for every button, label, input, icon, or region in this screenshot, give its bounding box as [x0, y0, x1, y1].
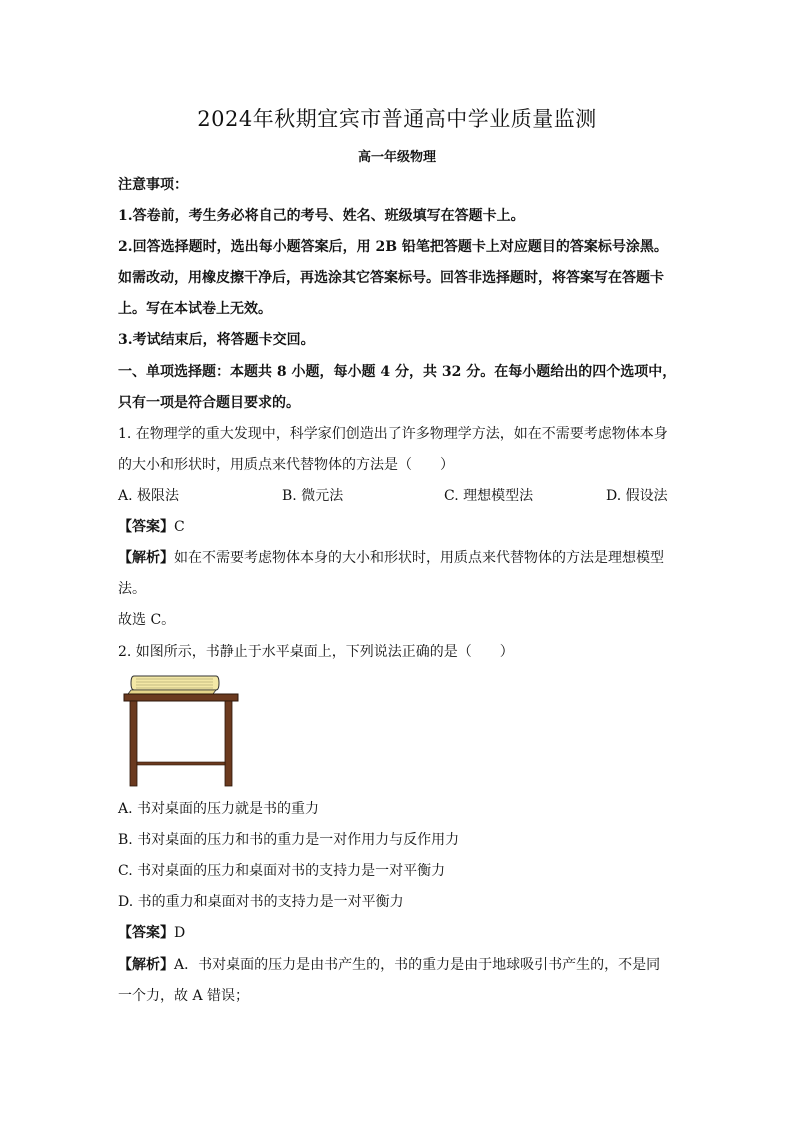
q1-stem-line-1: 1. 在物理学的重大发现中，科学家们创造出了许多物理学方法，如在不需要考虑物体本身: [118, 426, 668, 442]
q1-analysis-line-1: [118, 548, 678, 568]
page-subtitle: 高一年级物理: [357, 150, 436, 165]
q1-analysis-line-2: 法。: [118, 581, 146, 597]
answer-tag: 【答案】: [118, 925, 174, 941]
answer-value: C: [174, 519, 185, 535]
q2-option-d: D. 书的重力和桌面对书的支持力是一对平衡力: [118, 894, 404, 910]
answer-tag: 【答案】: [118, 519, 174, 535]
notice-item-1: 1.答卷前，考生务必将自己的考号、姓名、班级填写在答题卡上。: [118, 208, 525, 224]
q2-stem: 2. 如图所示，书静止于水平桌面上，下列说法正确的是（ ）: [118, 644, 514, 660]
q1-option-c: C. 理想模型法: [444, 488, 534, 504]
q2-option-b: B. 书对桌面的压力和书的重力是一对作用力与反作用力: [118, 832, 460, 848]
analysis-tag: 【解析】: [118, 550, 174, 566]
q1-stem-line-2: 的大小和形状时，用质点来代替物体的方法是（ ）: [118, 457, 454, 473]
notice-heading: 注意事项：: [118, 177, 188, 193]
notice-item-2-line-1: 2.回答选择题时，选出每小题答案后，用 2B 铅笔把答题卡上对应题目的答案标号涂黑。: [118, 239, 668, 255]
notice-item-2-line-3: 上。写在本试卷上无效。: [118, 301, 272, 317]
q1-option-a: A. 极限法: [118, 488, 180, 504]
section-1-heading-line-2: 只有一项是符合题目要求的。: [118, 395, 300, 411]
book-illustration: [128, 676, 219, 694]
notice-item-2-line-2: 如需改动，用橡皮擦干净后，再选涂其它答案标号。回答非选择题时，将答案写在答题卡: [118, 270, 664, 286]
answer-value: D: [174, 925, 186, 941]
analysis-text: A．书对桌面的压力是由书产生的，书的重力是由于地球吸引书产生的，不是同: [174, 957, 661, 973]
q2-answer: [118, 923, 678, 943]
section-1-heading-line-1: 一、单项选择题：本题共 8 小题，每小题 4 分，共 32 分。在每小题给出的四个选项中，: [118, 364, 677, 380]
q2-analysis-line-1: [118, 955, 678, 975]
notice-item-3: 3.考试结束后，将答题卡交回。: [118, 332, 315, 348]
q1-option-b: B. 微元法: [282, 488, 344, 504]
analysis-text: 如在不需要考虑物体本身的大小和形状时，用质点来代替物体的方法是理想模型: [174, 550, 664, 566]
table-illustration: [124, 694, 238, 786]
q2-option-a: A. 书对桌面的压力就是书的重力: [118, 801, 320, 817]
page-title: 2024年秋期宜宾市普通高中学业质量监测: [197, 107, 597, 131]
q1-answer: [118, 517, 678, 537]
q2-analysis-line-2: 一个力，故 A 错误；: [118, 988, 250, 1004]
q1-conclusion: 故选 C。: [118, 612, 176, 628]
analysis-tag: 【解析】: [118, 957, 174, 973]
q1-option-d: D. 假设法: [606, 488, 668, 504]
q2-option-c: C. 书对桌面的压力和桌面对书的支持力是一对平衡力: [118, 863, 446, 879]
book-on-table-figure: [120, 670, 242, 790]
